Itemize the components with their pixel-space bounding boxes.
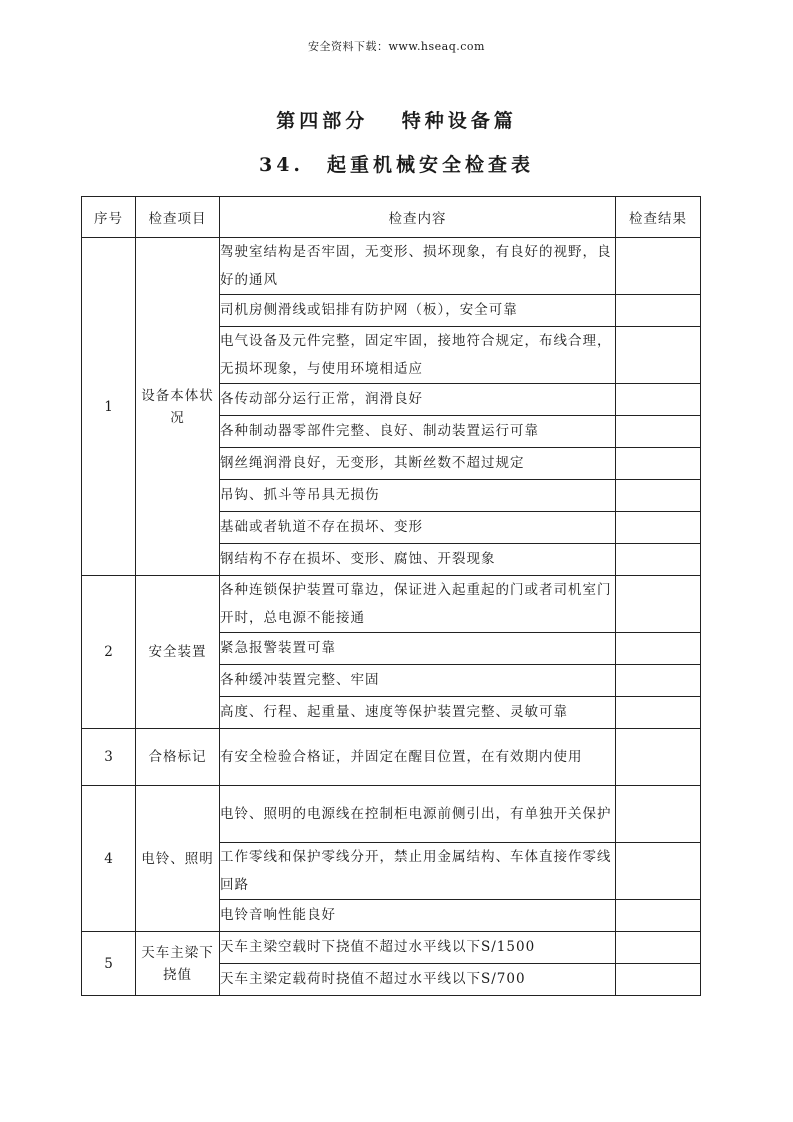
table-row	[82, 932, 701, 964]
col-header-item: 检查项目	[136, 197, 220, 238]
check-content: 钢丝绳润滑良好，无变形，其断丝数不超过规定	[220, 448, 616, 480]
check-content: 天车主梁空载时下挠值不超过水平线以下S/1500	[220, 932, 616, 964]
check-result-cell[interactable]	[616, 384, 701, 416]
check-content: 工作零线和保护零线分开，禁止用金属结构、车体直接作零线回路	[220, 843, 616, 900]
group-item: 合格标记	[136, 729, 220, 786]
col-header-no: 序号	[82, 197, 136, 238]
check-content: 紧急报警装置可靠	[220, 633, 616, 665]
check-content: 基础或者轨道不存在损坏、变形	[220, 512, 616, 544]
group-item: 安全装置	[136, 576, 220, 729]
group-number: 5	[82, 932, 136, 996]
check-result-cell[interactable]	[616, 900, 701, 932]
check-content: 钢结构不存在损坏、变形、腐蚀、开裂现象	[220, 544, 616, 576]
check-content: 高度、行程、起重量、速度等保护装置完整、灵敏可靠	[220, 697, 616, 729]
check-result-cell[interactable]	[616, 843, 701, 900]
check-result-cell[interactable]	[616, 512, 701, 544]
check-result-cell[interactable]	[616, 633, 701, 665]
check-result-cell[interactable]	[616, 665, 701, 697]
check-result-cell[interactable]	[616, 576, 701, 633]
check-content: 电铃音响性能良好	[220, 900, 616, 932]
check-result-cell[interactable]	[616, 544, 701, 576]
check-result-cell[interactable]	[616, 238, 701, 295]
check-content: 有安全检验合格证，并固定在醒目位置，在有效期内使用	[220, 729, 616, 786]
header-row	[82, 197, 701, 238]
check-content: 驾驶室结构是否牢固，无变形、损坏现象，有良好的视野，良好的通风	[220, 238, 616, 295]
table-row	[82, 238, 701, 295]
group-number: 2	[82, 576, 136, 729]
check-content: 天车主梁定载荷时挠值不超过水平线以下S/700	[220, 964, 616, 996]
check-content: 各种制动器零部件完整、良好、制动装置运行可靠	[220, 416, 616, 448]
check-content: 各传动部分运行正常，润滑良好	[220, 384, 616, 416]
check-content: 各种缓冲装置完整、牢固	[220, 665, 616, 697]
check-content: 吊钩、抓斗等吊具无损伤	[220, 480, 616, 512]
table-row	[82, 576, 701, 633]
check-content: 电气设备及元件完整，固定牢固，接地符合规定，布线合理，无损坏现象，与使用环境相适应	[220, 327, 616, 384]
group-number: 4	[82, 786, 136, 932]
check-content: 电铃、照明的电源线在控制柜电源前侧引出，有单独开关保护	[220, 786, 616, 843]
table-row	[82, 786, 701, 843]
section-title: 第四部分 特种设备篇	[276, 110, 517, 132]
check-result-cell[interactable]	[616, 964, 701, 996]
check-result-cell[interactable]	[616, 697, 701, 729]
check-result-cell[interactable]	[616, 729, 701, 786]
check-result-cell[interactable]	[616, 416, 701, 448]
group-item: 天车主梁下挠值	[136, 932, 220, 996]
check-content: 司机房侧滑线或铝排有防护网（板），安全可靠	[220, 295, 616, 327]
group-number: 3	[82, 729, 136, 786]
table-row	[82, 729, 701, 786]
group-item: 设备本体状况	[136, 238, 220, 576]
check-result-cell[interactable]	[616, 327, 701, 384]
check-result-cell[interactable]	[616, 480, 701, 512]
col-header-result: 检查结果	[616, 197, 701, 238]
group-item: 电铃、照明	[136, 786, 220, 932]
check-result-cell[interactable]	[616, 932, 701, 964]
check-result-cell[interactable]	[616, 448, 701, 480]
col-header-content: 检查内容	[220, 197, 616, 238]
check-content: 各种连锁保护装置可靠边，保证进入起重起的门或者司机室门开时，总电源不能接通	[220, 576, 616, 633]
check-result-cell[interactable]	[616, 295, 701, 327]
check-result-cell[interactable]	[616, 786, 701, 843]
group-number: 1	[82, 238, 136, 576]
table-title: 34. 起重机械安全检查表	[258, 154, 535, 176]
page-header: 安全资料下载：www.hseaq.com	[308, 40, 485, 53]
checklist-table	[81, 196, 701, 996]
